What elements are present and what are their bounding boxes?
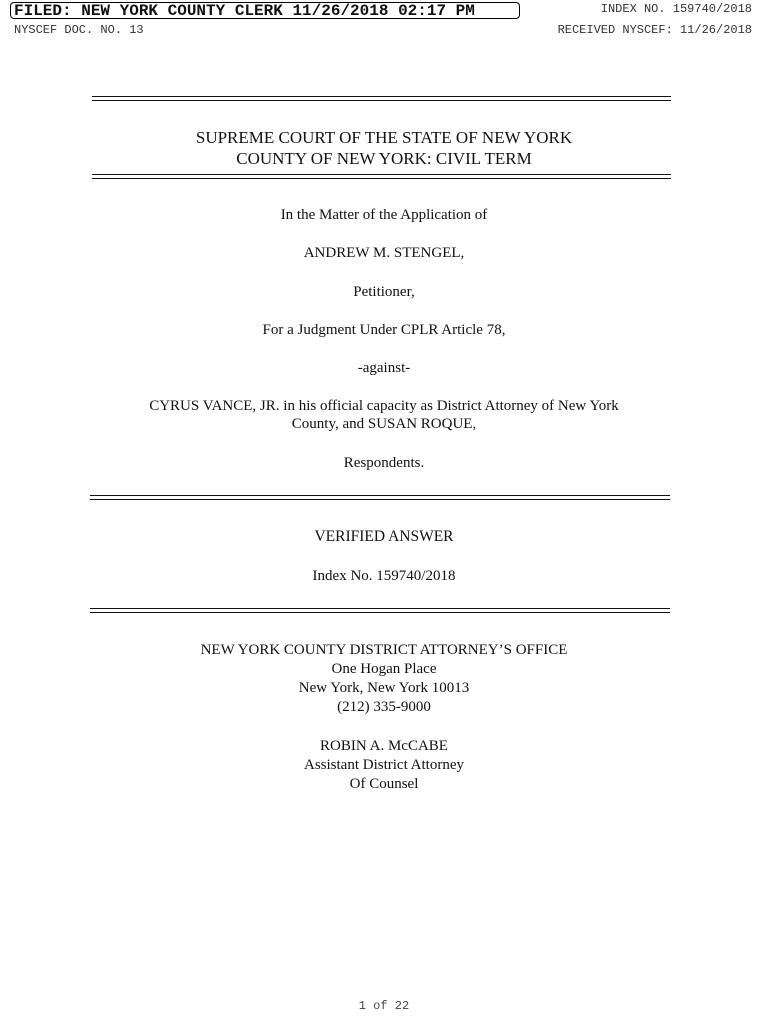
respondents-role: Respondents. xyxy=(343,455,425,471)
counsel-block xyxy=(0,737,768,794)
respondents-line-2: County, and SUSAN ROQUE, xyxy=(291,416,477,432)
judgment-line: For a Judgment Under CPLR Article 78, xyxy=(262,322,506,338)
court-name: SUPREME COURT OF THE STATE OF NEW YORK xyxy=(195,128,573,147)
respondents-names xyxy=(0,397,768,433)
doc-number: NYSCEF DOC. NO. 13 xyxy=(14,23,144,37)
filed-stamp: FILED: NEW YORK COUNTY CLERK 11/26/2018 02:17 PM xyxy=(10,2,520,19)
double-rule-title xyxy=(90,608,670,613)
office-address-2: New York, New York 10013 xyxy=(298,680,470,696)
matter-line: In the Matter of the Application of xyxy=(280,207,488,223)
petitioner-name: ANDREW M. STENGEL, xyxy=(303,245,465,261)
received-date: RECEIVED NYSCEF: 11/26/2018 xyxy=(557,23,752,37)
counsel-title: Assistant District Attorney xyxy=(304,757,464,773)
office-address-1: One Hogan Place xyxy=(331,661,437,677)
respondents-line-1: CYRUS VANCE, JR. in his official capacity as District Attorney of New York xyxy=(149,398,619,414)
counsel-name: ROBIN A. McCABE xyxy=(320,738,448,754)
office-phone: (212) 335-9000 xyxy=(337,699,431,715)
document-title: VERIFIED ANSWER xyxy=(314,528,454,545)
double-rule-top xyxy=(92,96,671,101)
page-number: 1 of 22 xyxy=(358,999,410,1013)
counsel-role: Of Counsel xyxy=(349,776,419,792)
office-block xyxy=(0,641,768,717)
against-line: -against- xyxy=(357,360,411,376)
document-index: Index No. 159740/2018 xyxy=(312,568,456,584)
office-name: NEW YORK COUNTY DISTRICT ATTORNEY’S OFFICE xyxy=(200,642,568,658)
court-county: COUNTY OF NEW YORK: CIVIL TERM xyxy=(236,149,532,168)
double-rule-caption xyxy=(90,495,670,500)
double-rule-court xyxy=(92,174,671,179)
court-heading xyxy=(0,127,768,169)
index-number: INDEX NO. 159740/2018 xyxy=(600,2,752,16)
petitioner-role: Petitioner, xyxy=(353,284,415,300)
